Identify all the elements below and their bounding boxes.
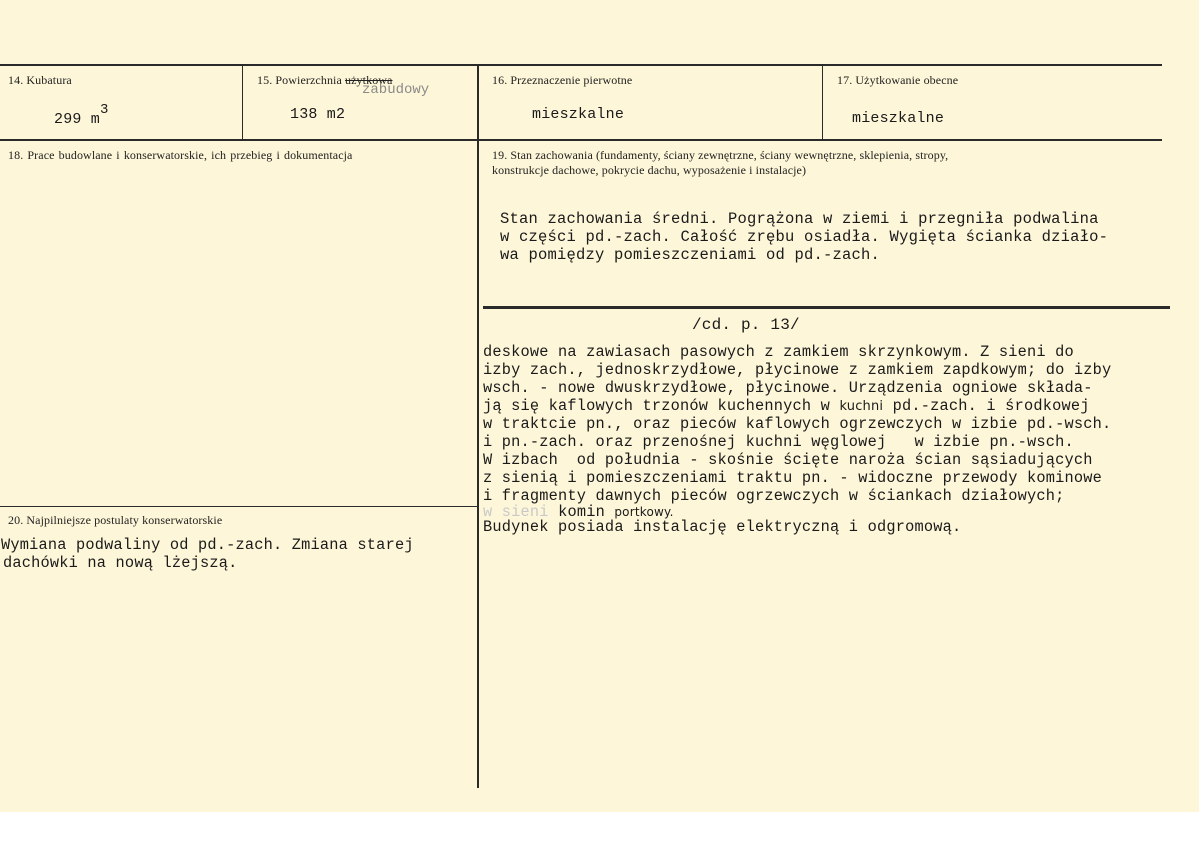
stan-label-line1: 19. Stan zachowania (fundamenty, ściany zewnętrzne, ściany wewnętrzne, sklepienia, stropy, <box>492 148 949 162</box>
continuation-line: izby zach., jednoskrzydłowe, płycinowe z zamkiem zapdkowym; do izby <box>483 361 1112 379</box>
continuation-line: z sienią i pomieszczeniami traktu pn. - widoczne przewody kominowe <box>483 469 1103 487</box>
continuation-line: wsch. - nowe dwuskrzydłowe, płycinowe. Urządzenia ogniowe składa- <box>483 379 1093 397</box>
col-divider-2 <box>477 66 479 788</box>
stan-text-line: Stan zachowania średni. Pogrążona w ziemi i przegniła podwalina <box>500 210 1099 228</box>
continuation-line: i pn.-zach. oraz przenośnej kuchni węglowej w izbie pn.-wsch. <box>483 433 1074 451</box>
kubatura-value: 299 $m^3$ <box>54 102 109 128</box>
handwritten-insert: kuchni <box>839 399 884 414</box>
top-border <box>0 64 1162 66</box>
continuation-line: w traktcie pn., oraz pieców kaflowych ogrzewczych w izbie pd.-wsch. <box>483 415 1112 433</box>
continuation-heading: /cd. p. 13/ <box>692 316 800 334</box>
col-divider-1 <box>242 66 243 139</box>
uzytkowanie-value: mieszkalne <box>852 110 945 127</box>
postulaty-line: dachówki na nową lżejszą. <box>3 554 238 572</box>
handwritten-insert: portkowy. <box>614 505 674 519</box>
stan-text-line: wa pomiędzy pomieszczeniami od pd.-zach. <box>500 246 881 264</box>
continuation-line: deskowe na zawiasach pasowych z zamkiem skrzynkowym. Z sieni do <box>483 343 1074 361</box>
stan-text-line: w części pd.-zach. Całość zrębu osiadła. Wygięta ścianka działo- <box>500 228 1109 246</box>
stan-label-line2: konstrukcje dachowe, pokrycie dachu, wyposażenie i instalacje) <box>492 163 807 177</box>
page-margin <box>0 812 1199 851</box>
postulaty-label: 20. Najpilniejsze postulaty konserwatorskie <box>8 513 223 527</box>
powierzchnia-label: 15. Powierzchnia użytkowa <box>257 73 393 87</box>
powierzchnia-correction: zabudowy <box>362 82 430 98</box>
continuation-line: W izbach od południa - skośnie ścięte naroża ścian sąsiadujących <box>483 451 1093 469</box>
continuation-line: Budynek posiada instalację elektryczną i odgromową. <box>483 518 962 536</box>
przeznaczenie-label: 16. Przeznaczenie pierwotne <box>492 73 633 87</box>
postulaty-line: Wymiana podwaliny od pd.-zach. Zmiana starej <box>1 536 414 554</box>
col-divider-3 <box>822 66 823 139</box>
continuation-line: w sieni komin portkowy. <box>483 503 674 521</box>
continuation-line: ją się kaflowych trzonów kuchennych w kuchni pd.-zach. i środkowej <box>483 397 1090 415</box>
prace-label: 18. Prace budowlane i konserwatorskie, ich przebieg i dokumentacja <box>8 148 353 162</box>
przeznaczenie-value: mieszkalne <box>532 106 625 123</box>
powierzchnia-value: 138 m2 <box>290 106 346 123</box>
row-divider <box>0 139 1162 141</box>
uzytkowanie-label: 17. Użytkowanie obecne <box>837 73 959 87</box>
typed-rule <box>483 306 1170 309</box>
kubatura-label: 14. Kubatura <box>8 73 72 87</box>
continuation-line: i fragmenty dawnych pieców ogrzewczych w ściankach działowych; <box>483 487 1065 505</box>
section-divider-left <box>0 506 478 507</box>
